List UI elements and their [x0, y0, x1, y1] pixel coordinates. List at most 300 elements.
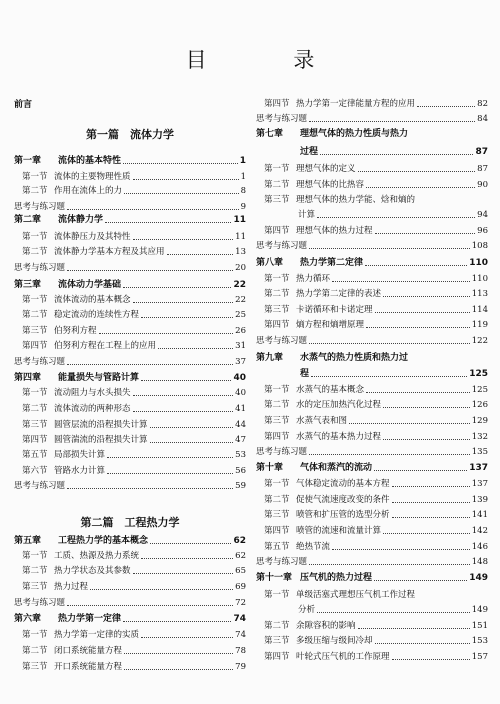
entry-label [14, 280, 121, 291]
page-number: 74 [233, 614, 246, 624]
leader-dots [150, 543, 231, 544]
exercise-entry [256, 557, 488, 568]
leader-dots [67, 488, 233, 489]
leader-dots [392, 502, 470, 503]
leader-dots [141, 317, 233, 318]
section-entry [256, 305, 488, 316]
entry-label [14, 263, 65, 274]
entry-title: 工程热力学的基本概念 [58, 536, 149, 546]
entry-title: 思考与练习题 [14, 481, 66, 491]
section-entry [300, 369, 488, 380]
entry-title: 流体的主要物理性质 [54, 172, 131, 182]
entry-label [256, 305, 373, 316]
leader-dots [67, 270, 233, 271]
entry-title: 余隙容积的影响 [296, 621, 356, 631]
entry-label [256, 621, 356, 632]
leader-dots [332, 549, 470, 550]
page-number: 9 [240, 202, 246, 212]
entry-label [256, 226, 373, 237]
entry-title: 水蒸气的基本概念 [296, 385, 365, 395]
entry-title: 流体静压力及其特性 [54, 232, 131, 242]
page-number: 72 [235, 598, 246, 608]
page-number: 31 [235, 341, 246, 351]
entry-label [256, 289, 381, 300]
exercise-entry [256, 114, 488, 125]
entry-number: 第一节 [22, 388, 48, 398]
entry-number: 第二节 [22, 566, 48, 576]
entry-number: 第二章 [14, 215, 42, 225]
leader-dots [133, 573, 234, 574]
entry-title: 过程 [300, 147, 319, 157]
entry-title: 稳定流动的连续性方程 [54, 310, 140, 320]
entry-title: 热力学第一定律的实质 [54, 630, 140, 640]
leader-dots [141, 558, 233, 559]
section-entry [256, 526, 488, 537]
leader-dots [349, 423, 470, 424]
entry-title: 多级压缩与级间冷却 [296, 636, 373, 646]
entry-title: 思考与练习题 [256, 114, 308, 124]
entry-number: 第四节 [22, 435, 48, 445]
entry-label [256, 164, 356, 175]
page-number: 108 [471, 241, 488, 251]
entry-label [298, 210, 315, 221]
entry-label [14, 326, 97, 337]
entry-number: 第十一章 [256, 573, 293, 583]
leader-dots [366, 187, 475, 188]
entry-label [256, 180, 364, 191]
page-number: 84 [477, 114, 488, 124]
page-number: 142 [471, 526, 488, 536]
chapter-entry [256, 353, 488, 364]
section-entry [14, 295, 246, 306]
leader-dots [90, 589, 233, 590]
page-number: 110 [471, 274, 488, 284]
page-number: 62 [235, 551, 246, 561]
entry-title: 工质、热源及热力系统 [54, 551, 140, 561]
entry-number: 第七章 [256, 129, 284, 139]
entry-label [256, 557, 307, 568]
entry-title: 计算 [298, 210, 316, 220]
entry-label [298, 605, 315, 616]
entry-number: 第三节 [22, 420, 48, 430]
entry-title: 热力学第一定律能量方程的应用 [296, 99, 416, 109]
leader-dots [67, 364, 233, 365]
entry-number: 第五节 [22, 450, 48, 460]
leader-dots [317, 612, 470, 613]
exercise-entry [256, 241, 488, 252]
entry-number: 第八章 [256, 258, 284, 268]
page-number: 78 [235, 646, 246, 656]
entry-title: 流体的基本特性 [58, 156, 122, 166]
chapter-entry [14, 215, 246, 226]
entry-label [14, 156, 121, 167]
entry-title: 伯努利方程在工程上的应用 [54, 341, 157, 351]
page-number: 11 [235, 232, 246, 242]
page-number: 74 [235, 630, 246, 640]
entry-title: 流动阻力与水头损失 [54, 388, 131, 398]
entry-number: 第三节 [264, 195, 290, 205]
entry-title: 热力学第二定律的表述 [296, 289, 382, 299]
section-entry [256, 542, 488, 553]
page-number: 135 [471, 447, 488, 457]
section-entry [298, 605, 488, 616]
entry-number: 第二节 [264, 180, 290, 190]
entry-title: 水蒸气表和图 [296, 416, 348, 426]
exercise-entry [14, 357, 246, 368]
entry-number: 第四节 [22, 341, 48, 351]
entry-label [256, 385, 364, 396]
chapter-entry [256, 258, 488, 269]
entry-title: 叶轮式压气机的工作原理 [296, 652, 390, 662]
section-entry [256, 385, 488, 396]
entry-label [14, 310, 139, 321]
entry-label [256, 274, 330, 285]
leader-dots [124, 669, 233, 670]
entry-title: 理想气体的热力学能、焓和熵的 [296, 195, 416, 205]
section-entry [256, 432, 488, 443]
entry-title: 气体稳定流动的基本方程 [296, 479, 390, 489]
leader-dots [150, 442, 234, 443]
entry-title: 气体和蒸汽的流动 [300, 463, 373, 473]
page-number: 87 [475, 147, 488, 157]
entry-number: 第二节 [22, 646, 48, 656]
leader-dots [375, 233, 476, 234]
entry-number: 第三节 [22, 326, 48, 336]
leader-dots [105, 222, 231, 223]
entry-number: 第三节 [264, 416, 290, 426]
section-entry [298, 210, 488, 221]
entry-label [14, 598, 65, 609]
entry-number: 第三章 [14, 280, 42, 290]
part-heading: 第一篇 流体力学 [86, 128, 174, 141]
entry-title: 流体静力学 [58, 215, 104, 225]
entry-number: 第一节 [264, 590, 290, 600]
leader-dots [309, 454, 470, 455]
entry-title: 喷管和扩压管的选型分析 [296, 510, 390, 520]
page-number: 69 [235, 582, 246, 592]
page-number: 132 [471, 432, 488, 442]
entry-label [14, 481, 65, 492]
leader-dots [107, 473, 233, 474]
entry-label [14, 357, 65, 368]
page-number: 20 [235, 263, 246, 273]
entry-label [256, 479, 390, 490]
page-number: 119 [471, 320, 488, 330]
entry-label [14, 172, 131, 183]
page-number: 87 [477, 164, 488, 174]
exercise-entry [14, 202, 246, 213]
page-number: 125 [471, 385, 488, 395]
preface-heading: 前言 [14, 100, 33, 110]
entry-number: 第四节 [264, 652, 290, 662]
page-number: 122 [471, 336, 488, 346]
entry-number: 第十章 [256, 463, 284, 473]
leader-dots [392, 659, 470, 660]
page-number: 25 [235, 310, 246, 320]
entry-title: 喷管的流速和流量计算 [296, 526, 382, 536]
page-number: 129 [471, 416, 488, 426]
leader-dots [123, 287, 231, 288]
entry-number: 第二节 [264, 495, 290, 505]
page-number: 22 [235, 295, 246, 305]
entry-number: 第二节 [22, 247, 48, 257]
entry-number: 第三节 [264, 510, 290, 520]
section-entry [256, 400, 488, 411]
entry-number: 第三节 [22, 582, 48, 592]
entry-number: 第四节 [264, 432, 290, 442]
leader-dots [332, 281, 470, 282]
page-number: 40 [235, 388, 246, 398]
leader-dots [150, 427, 234, 428]
leader-dots [67, 209, 239, 210]
entry-label [14, 202, 65, 213]
section-entry [14, 404, 246, 415]
section-entry [256, 510, 488, 521]
leader-dots [133, 411, 234, 412]
section-entry [14, 630, 246, 641]
entry-number: 第二节 [264, 289, 290, 299]
page-number: 157 [471, 652, 488, 662]
page-number: 79 [235, 662, 246, 672]
chapter-entry [14, 536, 246, 547]
leader-dots [309, 343, 470, 344]
section-entry [14, 310, 246, 321]
entry-number: 第一节 [22, 232, 48, 242]
entry-number: 第一节 [264, 274, 290, 284]
page-number: 8 [240, 186, 246, 196]
entry-label [14, 341, 156, 352]
chapter-entry [256, 573, 488, 584]
entry-title: 水的定压加热汽化过程 [296, 400, 382, 410]
exercise-entry [256, 336, 488, 347]
leader-dots [99, 333, 234, 334]
leader-dots [317, 217, 475, 218]
leader-dots [107, 457, 233, 458]
entry-label [14, 466, 105, 477]
entry-label [256, 542, 330, 553]
leader-dots [383, 407, 470, 408]
part-heading: 第二篇 工程热力学 [80, 516, 180, 529]
entry-label [14, 373, 139, 384]
leader-dots [383, 533, 470, 534]
entry-title: 开口系统能量方程 [54, 662, 123, 672]
exercise-entry [14, 263, 246, 274]
section-entry [14, 388, 246, 399]
entry-number: 第一节 [264, 479, 290, 489]
entry-number: 第四章 [14, 373, 42, 383]
section-entry [14, 450, 246, 461]
page-number: 141 [471, 510, 488, 520]
leader-dots [365, 265, 467, 266]
leader-dots [309, 121, 475, 122]
entry-label [256, 590, 415, 601]
entry-number: 第九章 [256, 353, 284, 363]
entry-title: 思考与练习题 [14, 263, 66, 273]
section-entry [14, 662, 246, 673]
chapter-entry [14, 373, 246, 384]
page-number: 56 [235, 466, 246, 476]
entry-number: 第一节 [264, 164, 290, 174]
section-entry [14, 186, 246, 197]
entry-number: 第一节 [264, 385, 290, 395]
entry-label [14, 536, 148, 547]
leader-dots [375, 312, 470, 313]
page-number: 26 [235, 326, 246, 336]
entry-title: 思考与练习题 [14, 202, 66, 212]
exercise-entry [14, 481, 246, 492]
page-number: 149 [471, 605, 488, 615]
leader-dots [320, 154, 473, 155]
entry-number: 第二节 [22, 404, 48, 414]
entry-label [14, 582, 88, 593]
section-entry [256, 636, 488, 647]
entry-label [256, 400, 381, 411]
leader-dots [392, 517, 470, 518]
entry-label [14, 614, 121, 625]
page-number: 53 [235, 450, 246, 460]
entry-title: 流体流动的两种形态 [54, 404, 131, 414]
page-number: 44 [235, 420, 246, 430]
entry-label [256, 636, 373, 647]
entry-number: 第三节 [264, 636, 290, 646]
chapter-entry [14, 280, 246, 291]
entry-title: 单级活塞式理想压气机工作过程 [296, 590, 416, 600]
section-entry [256, 416, 488, 427]
entry-label [14, 186, 122, 197]
entry-number: 第一节 [22, 172, 48, 182]
leader-dots [374, 470, 467, 471]
entry-title: 伯努利方程 [54, 326, 97, 336]
section-entry [256, 180, 488, 191]
page-number: 47 [235, 435, 246, 445]
section-entry [256, 652, 488, 663]
exercise-entry [256, 447, 488, 458]
section-entry [14, 582, 246, 593]
entry-label [14, 646, 122, 657]
section-entry [14, 326, 246, 337]
entry-label [14, 435, 148, 446]
entry-title: 思考与练习题 [256, 336, 308, 346]
entry-number: 第一节 [22, 295, 48, 305]
page-title: 目 录 [185, 48, 355, 72]
entry-title: 作用在流体上的力 [54, 186, 123, 196]
section-entry [256, 495, 488, 506]
entry-number: 第四节 [264, 226, 290, 236]
leader-dots [158, 348, 233, 349]
chapter-entry [256, 129, 488, 140]
leader-dots [141, 380, 231, 381]
entry-label [256, 241, 307, 252]
section-entry [14, 435, 246, 446]
entry-label [14, 295, 131, 306]
entry-label [256, 652, 390, 663]
page-number: 96 [477, 226, 488, 236]
page-number: 148 [471, 557, 488, 567]
section-entry [14, 551, 246, 562]
entry-number: 第四节 [264, 526, 290, 536]
page-number: 62 [233, 536, 246, 546]
leader-dots [133, 179, 239, 180]
entry-label [256, 495, 390, 506]
section-entry [256, 226, 488, 237]
entry-label [14, 247, 165, 258]
entry-title: 圆管层流的沿程损失计算 [54, 420, 148, 430]
chapter-entry [14, 614, 246, 625]
entry-label [256, 432, 381, 443]
leader-dots [123, 621, 231, 622]
page-number: 22 [233, 280, 246, 290]
page-number: 1 [239, 156, 246, 166]
page-number: 125 [469, 369, 488, 379]
leader-dots [383, 296, 470, 297]
entry-label [256, 99, 415, 110]
entry-number: 第四节 [264, 320, 290, 330]
entry-title: 热力过程 [54, 582, 89, 592]
entry-label [256, 510, 390, 521]
leader-dots [311, 376, 467, 377]
section-entry [256, 195, 488, 206]
entry-title: 思考与练习题 [256, 557, 308, 567]
page-number: 153 [471, 636, 488, 646]
entry-number: 第二节 [264, 621, 290, 631]
leader-dots [366, 392, 470, 393]
entry-title: 流体流动的基本概念 [54, 295, 131, 305]
section-entry [256, 99, 488, 110]
entry-label [256, 129, 408, 140]
page-number: 1 [240, 172, 246, 182]
leader-dots [141, 637, 233, 638]
entry-title: 思考与练习题 [14, 598, 66, 608]
page-number: 114 [471, 305, 488, 315]
entry-label [256, 195, 415, 206]
leader-dots [133, 395, 234, 396]
entry-number: 第三节 [264, 305, 290, 315]
section-entry [14, 566, 246, 577]
section-entry [14, 172, 246, 183]
leader-dots [167, 254, 234, 255]
section-entry [256, 289, 488, 300]
leader-dots [124, 653, 233, 654]
page-number: 110 [469, 258, 488, 268]
entry-title: 局部损失计算 [54, 450, 106, 460]
leader-dots [133, 302, 234, 303]
entry-label [14, 232, 131, 243]
page-number: 113 [471, 289, 488, 299]
entry-label [256, 573, 372, 584]
entry-title: 热力学状态及其参数 [54, 566, 131, 576]
entry-number: 第一章 [14, 156, 42, 166]
page-number: 90 [477, 180, 488, 190]
leader-dots [392, 486, 470, 487]
page-number: 59 [235, 481, 246, 491]
entry-title: 水蒸气的热力性质和热力过 [300, 353, 409, 363]
entry-title: 流体动力学基础 [58, 280, 122, 290]
entry-label [14, 215, 103, 226]
leader-dots [123, 163, 238, 164]
entry-title: 压气机的热力过程 [300, 573, 373, 583]
leader-dots [309, 564, 470, 565]
entry-title: 理想气体的热力过程 [296, 226, 373, 236]
entry-title: 水蒸气的基本热力过程 [296, 432, 382, 442]
entry-label [256, 320, 364, 331]
page-number: 41 [235, 404, 246, 414]
entry-title: 思考与练习题 [256, 447, 308, 457]
entry-title: 热力循环 [296, 274, 331, 284]
entry-label [300, 369, 309, 380]
entry-number: 第四节 [264, 99, 290, 109]
entry-title: 理想气体的定义 [296, 164, 356, 174]
entry-number: 第六节 [22, 466, 48, 476]
